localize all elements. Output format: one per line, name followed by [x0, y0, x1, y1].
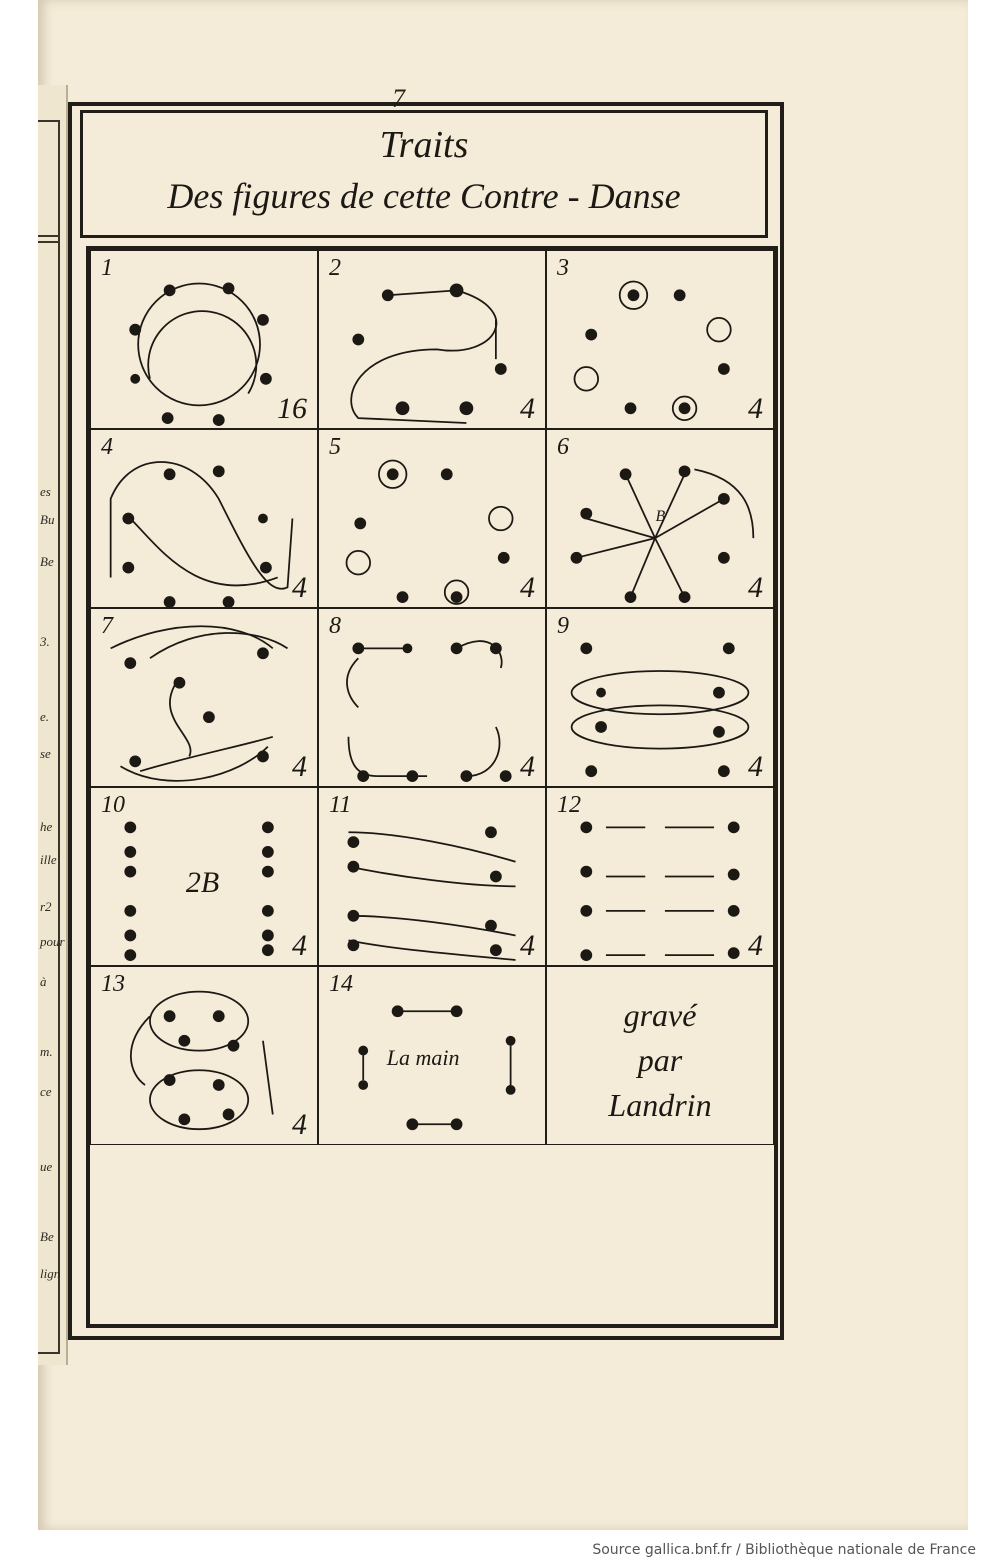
margin-fragment: pour — [40, 934, 65, 949]
dance-diagram — [91, 967, 317, 1144]
subtitle: Des figures de cette Contre - Danse — [167, 176, 681, 216]
dance-diagram — [547, 251, 773, 428]
page-number: 7 — [392, 84, 405, 113]
figure-count: 4 — [292, 1108, 307, 1141]
dance-diagram — [319, 430, 545, 607]
figure-number: 11 — [329, 792, 352, 818]
margin-fragment: lign — [40, 1266, 61, 1281]
margin-fragment: he — [40, 819, 53, 834]
figures-grid — [86, 246, 778, 1328]
margin-fragment: se — [40, 746, 51, 761]
margin-fragment: à — [40, 974, 47, 989]
figure-count: 4 — [292, 750, 307, 783]
previous-page-edge — [38, 85, 68, 1365]
figure-number: 5 — [329, 434, 341, 460]
figure-count: 4 — [520, 571, 535, 604]
credit-by: par — [637, 1042, 683, 1078]
figure-label: B — [655, 507, 666, 525]
figure-count: 4 — [520, 392, 535, 425]
margin-fragment: 3. — [40, 634, 50, 649]
credit-engraver: Landrin — [608, 1087, 712, 1123]
figure-cell — [546, 787, 774, 966]
credit-engraved: gravé — [623, 997, 697, 1033]
figure-number: 4 — [101, 434, 113, 460]
margin-fragment: m. — [40, 1044, 53, 1059]
figure-count: 4 — [292, 571, 307, 604]
figure-label: La main — [386, 1044, 460, 1070]
source-footer: Source gallica.bnf.fr / Bibliothèque nationale de France — [592, 1542, 976, 1558]
margin-fragment: Be — [40, 554, 54, 569]
figure-cell — [90, 608, 318, 787]
figure-cell — [90, 966, 318, 1145]
figure-cell — [546, 608, 774, 787]
margin-fragment: ille — [40, 852, 57, 867]
credit-cell — [546, 966, 774, 1145]
margin-fragment: r2 — [40, 899, 52, 914]
figure-count: 16 — [277, 392, 307, 425]
margin-fragment: Bu — [40, 512, 55, 527]
figure-cell — [318, 429, 546, 608]
figure-cell — [90, 787, 318, 966]
figure-cell — [90, 250, 318, 429]
figure-number: 1 — [101, 255, 113, 281]
figure-number: 3 — [557, 255, 569, 281]
figure-count: 4 — [748, 929, 763, 962]
figure-label: 2B — [185, 865, 220, 899]
dance-diagram — [319, 788, 545, 965]
figure-count: 4 — [292, 929, 307, 962]
figure-number: 8 — [329, 613, 341, 639]
figure-number: 12 — [557, 792, 581, 818]
margin-fragment: ue — [40, 1159, 53, 1174]
figure-number: 7 — [101, 613, 113, 639]
figure-cell — [546, 250, 774, 429]
figure-count: 4 — [520, 750, 535, 783]
margin-fragment: es — [40, 484, 51, 499]
figure-number: 2 — [329, 255, 341, 281]
dance-diagram — [91, 609, 317, 786]
title: Traits — [379, 124, 469, 166]
figure-count: 4 — [748, 392, 763, 425]
figure-count: 4 — [748, 571, 763, 604]
figure-cell — [90, 429, 318, 608]
figure-number: 6 — [557, 434, 569, 460]
previous-page-divider — [38, 235, 60, 243]
figure-number: 10 — [101, 792, 125, 818]
figure-cell — [318, 608, 546, 787]
dance-diagram — [547, 788, 773, 965]
margin-fragment: Be — [40, 1229, 54, 1244]
margin-fragment: ce — [40, 1084, 52, 1099]
margin-fragment: e. — [40, 709, 50, 724]
dance-diagram — [319, 609, 545, 786]
dance-diagram — [319, 251, 545, 428]
figure-number: 9 — [557, 613, 569, 639]
figure-cell — [318, 787, 546, 966]
title-box — [80, 110, 768, 238]
figure-cell — [318, 966, 546, 1145]
figure-number: 13 — [101, 971, 125, 997]
dance-diagram — [91, 430, 317, 607]
figure-count: 4 — [748, 750, 763, 783]
figure-count: 4 — [520, 929, 535, 962]
figure-cell — [546, 429, 774, 608]
dance-diagram — [547, 609, 773, 786]
figure-number: 14 — [329, 971, 353, 997]
figure-cell — [318, 250, 546, 429]
